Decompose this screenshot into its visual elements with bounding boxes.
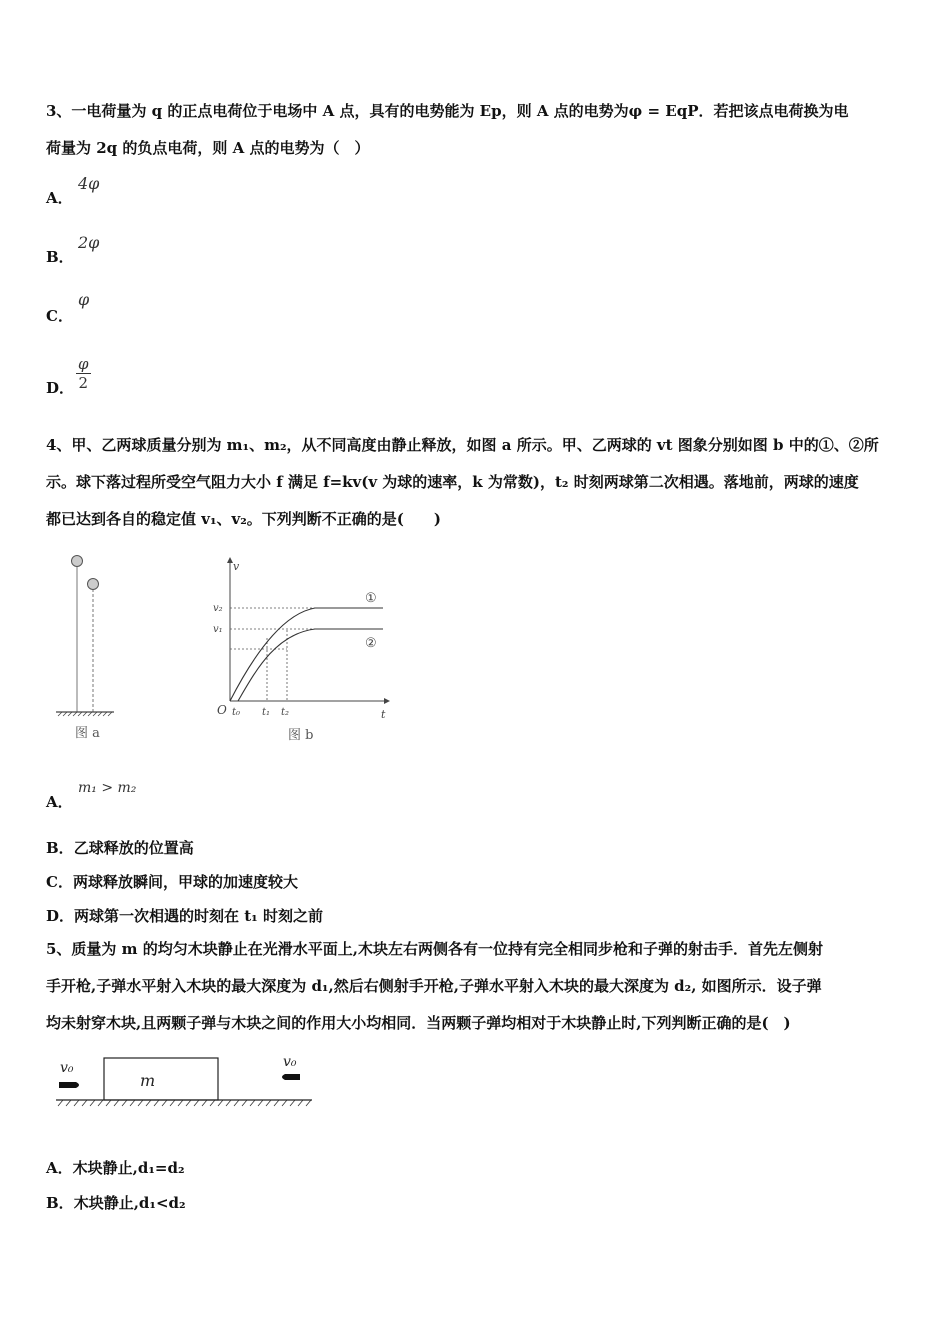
ball-2 <box>88 579 99 590</box>
q4-option-a-value: m₁ > m₂ <box>78 780 137 796</box>
t2-label: t₂ <box>281 707 290 718</box>
q3-option-b[interactable] <box>46 246 74 267</box>
block-mass-label: m <box>140 1071 156 1090</box>
curve-2 <box>238 629 383 701</box>
q5-option-b-text: 木块静止,d₁<d₂ <box>73 1194 186 1212</box>
q4-option-c[interactable] <box>46 871 298 892</box>
v-axis-label: v <box>233 560 240 573</box>
v2-label: v₂ <box>213 603 223 614</box>
q3-option-c[interactable] <box>46 305 73 326</box>
q4-option-b[interactable] <box>46 837 194 858</box>
q5-option-a[interactable] <box>46 1157 185 1178</box>
q3-option-b-value: 2φ <box>78 233 100 252</box>
q4-option-d-text: 两球第一次相遇的时刻在 t₁ 时刻之前 <box>74 907 323 925</box>
q3-option-c-value: φ <box>78 290 90 309</box>
q4-figure-a <box>50 550 130 750</box>
q4-option-d[interactable] <box>46 905 323 926</box>
q3-option-d-numerator: φ <box>78 355 89 373</box>
q3-option-d-denominator: 2 <box>78 374 89 392</box>
left-velocity-label: v₀ <box>60 1060 74 1076</box>
q3-stem-line2: 荷量为 2q 的负点电荷，则 A 点的电势为（ ） <box>46 139 370 157</box>
q5-option-b[interactable] <box>46 1192 186 1213</box>
curve-1 <box>230 608 383 701</box>
q3-option-a[interactable] <box>46 187 73 208</box>
q3-option-a-label: A． <box>46 189 73 207</box>
q5-stem-line1: 5、质量为 m 的均匀木块静止在光滑水平面上,木块左右两侧各有一位持有完全相同步枪和子弹的射击手．首先左侧射 <box>46 940 823 958</box>
curve-1-label: ① <box>365 591 377 606</box>
fig-a-caption: 图 a <box>75 726 100 741</box>
q5-stem <box>46 931 908 1042</box>
q4-option-c-label: C． <box>46 873 73 891</box>
q4-option-a-label: A． <box>46 793 73 811</box>
t-axis-label: t <box>381 708 386 721</box>
left-bullet <box>59 1082 79 1088</box>
q3-option-d[interactable] <box>46 377 74 398</box>
q3-stem-line1: 3、一电荷量为 q 的正点电荷位于电场中 A 点，具有的电势能为 Ep，则 A 点的电势为φ = EqP．若把该点电荷换为电 <box>46 102 849 120</box>
ground-hatch <box>58 1100 311 1106</box>
guide-lines <box>230 608 315 701</box>
q3-option-a-value: 4φ <box>78 174 100 193</box>
v1-label: v₁ <box>213 624 223 635</box>
q3-option-d-label: D． <box>46 379 75 397</box>
q3-option-d-fraction <box>76 355 91 392</box>
origin-label: O <box>217 703 227 717</box>
fig-b-caption: 图 b <box>288 728 314 743</box>
q4-option-b-label: B． <box>46 839 74 857</box>
q4-stem-line3: 都已达到各自的稳定值 v₁、v₂。下列判断不正确的是( ) <box>46 510 441 528</box>
t0-label: t₀ <box>232 707 241 718</box>
ball-1 <box>72 556 83 567</box>
q3-stem <box>46 93 908 167</box>
right-bullet <box>282 1074 300 1080</box>
t1-label: t₁ <box>262 707 271 718</box>
q4-option-c-text: 两球释放瞬间，甲球的加速度较大 <box>72 873 298 891</box>
right-velocity-label: v₀ <box>283 1054 297 1070</box>
q5-option-a-label: A． <box>46 1159 73 1177</box>
q3-option-c-label: C． <box>46 307 73 325</box>
q4-stem-line2: 示。球下落过程所受空气阻力大小 f 满足 f=kv(v 为球的速率，k 为常数)，t₂ 时刻两球第二次相遇。落地前，两球的速度 <box>46 473 859 491</box>
q5-option-b-label: B． <box>46 1194 74 1212</box>
wood-block <box>104 1058 218 1100</box>
q4-figure-b <box>205 552 395 748</box>
q4-option-d-label: D． <box>46 907 75 925</box>
q5-option-a-text: 木块静止,d₁=d₂ <box>72 1159 185 1177</box>
curve-2-label: ② <box>365 636 377 651</box>
q4-option-b-text: 乙球释放的位置高 <box>73 839 194 857</box>
q4-stem-line1: 4、甲、乙两球质量分别为 m₁、m₂，从不同高度由静止释放，如图 a 所示。甲、乙两球的 vt 图象分别如图 b 中的①、②所 <box>46 436 879 454</box>
q5-figure <box>52 1050 316 1112</box>
q5-stem-line3: 均未射穿木块,且两颗子弹与木块之间的作用大小均相同．当两颗子弹均相对于木块静止时,下列判断正确的是( ) <box>46 1014 791 1032</box>
q5-stem-line2: 手开枪,子弹水平射入木块的最大深度为 d₁,然后右侧射手开枪,子弹水平射入木块的最大深度为 d₂, 如图所示．设子弹 <box>46 977 822 995</box>
q4-stem <box>46 427 908 538</box>
q4-option-a[interactable] <box>46 791 73 812</box>
q3-option-b-label: B． <box>46 248 74 266</box>
